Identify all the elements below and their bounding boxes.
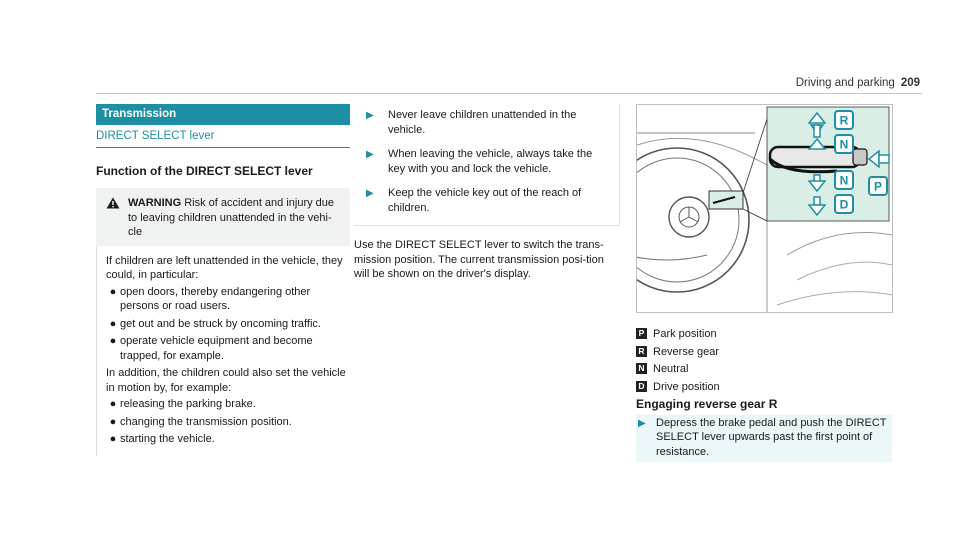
gear-badge-d: [835, 195, 853, 213]
procedure-step: ▶ Depress the brake pedal and push the DIRECT SELECT lever upwards past the first point of resistance.: [636, 415, 892, 463]
list-item: N Neutral: [636, 362, 892, 377]
topic-heading: Function of the DIRECT SELECT lever: [96, 164, 313, 179]
list-item: R Reverse gear: [636, 345, 892, 360]
column-middle: [354, 104, 620, 282]
gear-badge-r: [835, 111, 853, 129]
gear-badge-p: [869, 177, 887, 195]
warning-triangle-icon: [106, 196, 128, 240]
section-bar: Transmission: [96, 104, 350, 125]
gear-symbol: R: [636, 346, 647, 357]
svg-text:D: D: [839, 197, 849, 212]
list-item: D Drive position: [636, 380, 892, 395]
gear-symbol: D: [636, 381, 647, 392]
step-arrow-icon: ▶: [638, 417, 646, 429]
svg-text:N: N: [839, 173, 849, 188]
procedure-heading: Engaging reverse gear R: [636, 397, 778, 412]
gear-symbol: N: [636, 363, 647, 374]
step-arrow-icon: ▶: [366, 149, 374, 161]
sub-heading: DIRECT SELECT lever: [96, 125, 350, 148]
warning-continuation: [354, 104, 620, 226]
running-head-section: Driving and parking: [795, 77, 895, 89]
list-item: P Park position: [636, 327, 892, 342]
column-right: [636, 104, 892, 462]
figure-legend: [636, 327, 892, 394]
page-number: 209: [900, 77, 920, 89]
gear-badge-n-lower: [835, 171, 853, 189]
warning-body: [96, 246, 350, 456]
svg-text:P: P: [873, 179, 883, 194]
warning-intro: If children are left unattended in the vehicle, they could, in particular:: [106, 254, 343, 282]
list-item: ▶ Never leave children unattended in the vehicle.: [366, 109, 577, 136]
body-paragraph: Use the DIRECT SELECT lever to switch the trans-mission position. The current transmission posi-tion will be shown on the driver's display.: [354, 239, 604, 281]
svg-text:R: R: [839, 113, 849, 128]
column-left: [96, 104, 350, 456]
list-item: ● open doors, thereby endangering other persons or road users.: [109, 285, 311, 313]
direct-select-figure: [636, 104, 893, 313]
list-item: ● changing the transmission position.: [109, 415, 292, 428]
warning-intro-2: In addition, the children could also set the vehicle in motion by, for example:: [106, 367, 346, 394]
svg-text:N: N: [839, 137, 849, 152]
list-item: ● get out and be struck by oncoming traffic.: [109, 317, 321, 330]
gear-symbol: P: [636, 328, 647, 339]
warning-box: [96, 188, 350, 246]
gear-badge-n-upper: [835, 135, 853, 153]
warning-headline-text: Risk of accident and injury due to leaving children unattended in the vehi-cle: [128, 197, 335, 239]
list-item: ● releasing the parking brake.: [109, 398, 256, 411]
list-item: ▶ When leaving the vehicle, always take the key with you and lock the vehicle.: [366, 148, 593, 175]
header-rule: [96, 93, 922, 94]
warning-label: WARNING: [128, 197, 182, 209]
step-arrow-icon: ▶: [366, 188, 374, 200]
warning-headline: [128, 196, 340, 240]
list-item: ▶ Keep the vehicle key out of the reach of children.: [366, 187, 582, 214]
cockpit-illustration: [637, 105, 892, 312]
running-head: [796, 76, 920, 91]
list-item: ● starting the vehicle.: [109, 433, 215, 446]
step-arrow-icon: ▶: [366, 110, 374, 121]
list-item: ● operate vehicle equipment and become trapped, for example.: [109, 335, 313, 362]
